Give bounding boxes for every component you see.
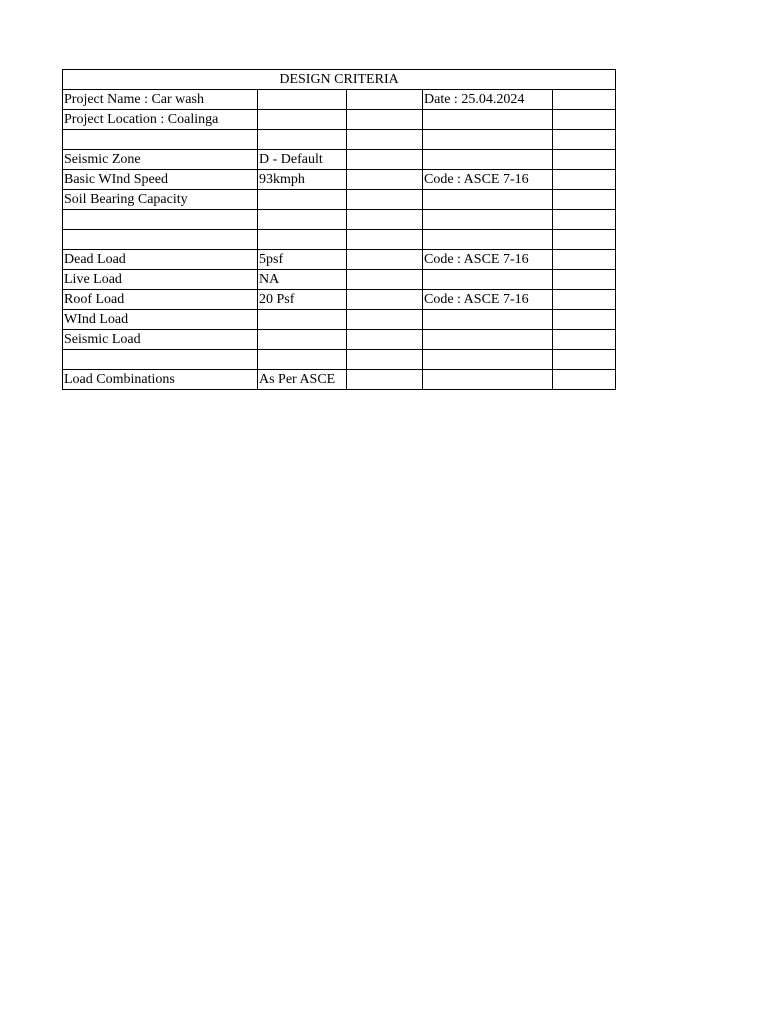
table-cell: NA [258, 270, 347, 290]
table-cell [423, 310, 553, 330]
table-row [63, 350, 616, 370]
table-cell [553, 310, 616, 330]
table-cell [63, 130, 258, 150]
table-cell [63, 350, 258, 370]
table-cell [423, 270, 553, 290]
table-row [63, 330, 616, 350]
table-cell [423, 350, 553, 370]
table-cell: WInd Load [63, 310, 258, 330]
table-cell: Basic WInd Speed [63, 170, 258, 190]
table-cell [423, 370, 553, 390]
table-cell [423, 190, 553, 210]
table-row [63, 170, 616, 190]
design-criteria-body [63, 70, 616, 390]
table-cell [553, 110, 616, 130]
table-cell: Code : ASCE 7-16 [423, 170, 553, 190]
table-cell [347, 330, 423, 350]
table-cell [63, 210, 258, 230]
table-cell: Live Load [63, 270, 258, 290]
table-cell [347, 250, 423, 270]
table-cell [423, 150, 553, 170]
table-row [63, 290, 616, 310]
table-cell [258, 90, 347, 110]
table-cell [553, 250, 616, 270]
table-cell [553, 370, 616, 390]
table-cell [553, 150, 616, 170]
table-cell [553, 290, 616, 310]
table-cell [553, 230, 616, 250]
table-cell [347, 270, 423, 290]
table-cell: Code : ASCE 7-16 [423, 250, 553, 270]
table-cell: Seismic Load [63, 330, 258, 350]
table-cell [347, 210, 423, 230]
table-cell: Project Location : Coalinga [63, 110, 258, 130]
table-cell: Roof Load [63, 290, 258, 310]
design-criteria-table [62, 69, 616, 390]
table-row [63, 270, 616, 290]
table-cell [347, 90, 423, 110]
table-cell [258, 230, 347, 250]
table-cell [63, 230, 258, 250]
table-cell: 5psf [258, 250, 347, 270]
table-title: DESIGN CRITERIA [63, 70, 616, 90]
table-cell [553, 330, 616, 350]
table-row [63, 190, 616, 210]
table-cell: Code : ASCE 7-16 [423, 290, 553, 310]
table-row [63, 150, 616, 170]
table-cell [258, 350, 347, 370]
table-cell: D - Default [258, 150, 347, 170]
table-cell [553, 190, 616, 210]
table-cell: Seismic Zone [63, 150, 258, 170]
table-cell [258, 190, 347, 210]
table-cell [347, 130, 423, 150]
table-cell [347, 150, 423, 170]
table-cell: Dead Load [63, 250, 258, 270]
table-cell [553, 270, 616, 290]
table-cell [258, 310, 347, 330]
title-row [63, 70, 616, 90]
table-cell [347, 190, 423, 210]
table-cell [347, 290, 423, 310]
table-cell [423, 110, 553, 130]
table-row [63, 250, 616, 270]
table-row [63, 310, 616, 330]
table-cell [423, 130, 553, 150]
table-cell: As Per ASCE [258, 370, 347, 390]
table-cell [347, 310, 423, 330]
table-cell: Soil Bearing Capacity [63, 190, 258, 210]
table-cell [553, 210, 616, 230]
table-row [63, 130, 616, 150]
table-row [63, 230, 616, 250]
table-cell [423, 230, 553, 250]
table-cell [553, 90, 616, 110]
table-row [63, 90, 616, 110]
table-row [63, 110, 616, 130]
table-cell [258, 210, 347, 230]
table-row [63, 370, 616, 390]
table-cell [423, 330, 553, 350]
table-cell [258, 330, 347, 350]
table-cell [347, 370, 423, 390]
table-cell [258, 130, 347, 150]
table-cell: 20 Psf [258, 290, 347, 310]
table-cell [553, 350, 616, 370]
table-cell [347, 110, 423, 130]
table-cell [347, 230, 423, 250]
table-cell: 93kmph [258, 170, 347, 190]
table-cell [347, 170, 423, 190]
table-cell [347, 350, 423, 370]
table-cell: Date : 25.04.2024 [423, 90, 553, 110]
table-row [63, 210, 616, 230]
table-cell [258, 110, 347, 130]
table-cell [553, 170, 616, 190]
table-cell: Load Combinations [63, 370, 258, 390]
table-cell [423, 210, 553, 230]
table-cell [553, 130, 616, 150]
table-cell: Project Name : Car wash [63, 90, 258, 110]
